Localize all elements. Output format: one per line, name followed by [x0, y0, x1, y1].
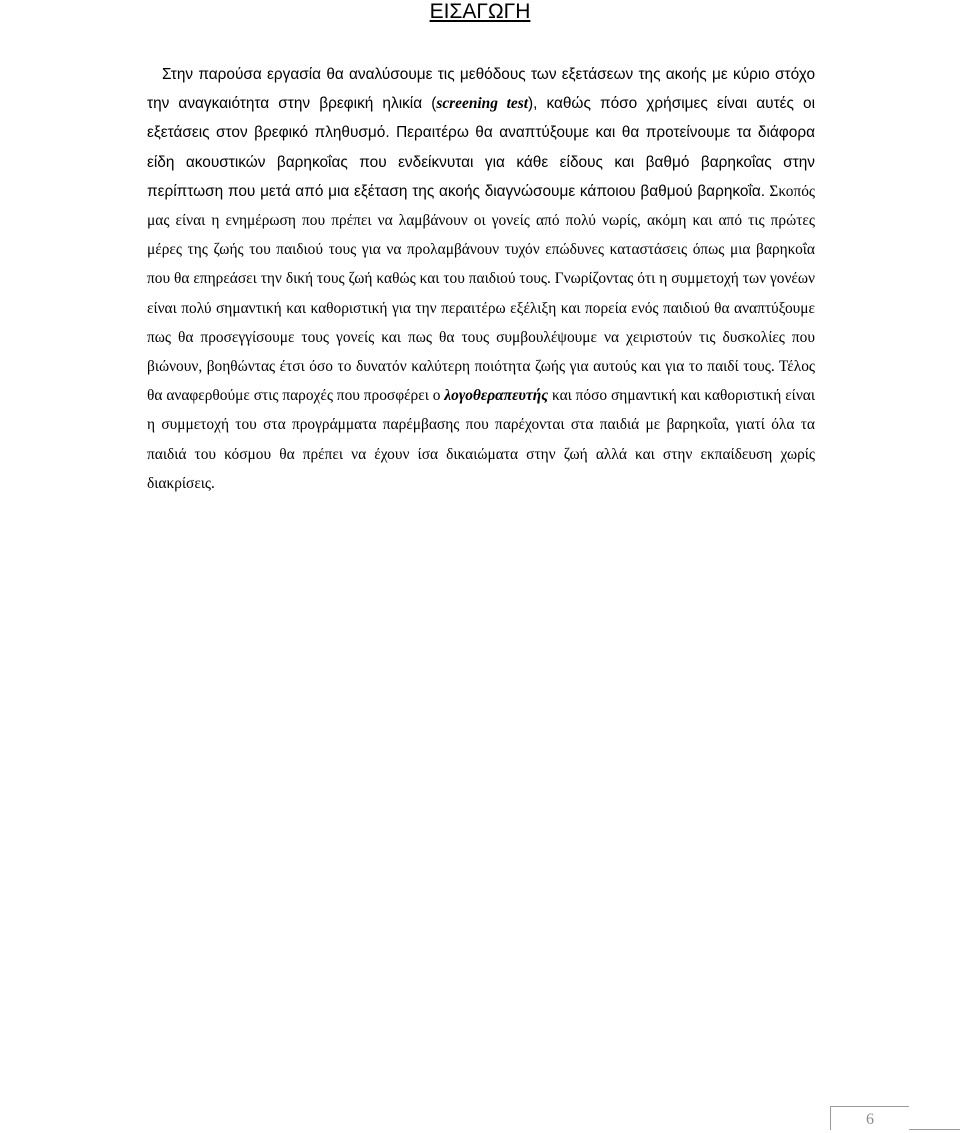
paragraph-emphasis-screening-test: screening test [436, 95, 528, 113]
paragraph-emphasis-speech-therapist: λογοθεραπευτής [444, 387, 549, 405]
introduction-paragraph [147, 60, 815, 498]
page-number: 6 [830, 1106, 909, 1130]
paragraph-segment-1: Στην παρούσα εργασία θα αναλύσουμε τις μεθόδους των εξετάσεων της ακοής με κύριο στόχο την αναγκαιότητα στην βρεφική ηλικία ( [147, 66, 815, 113]
paragraph-segment-2: ), καθώς πόσο χρήσιμες είναι αυτές οι εξετάσεις στον βρεφικό πληθυσμό. Περαιτέρω θα αναπτύξουμε και θα προτείνουμε τα διάφορα είδη ακουστικών βαρηκοΐας που ενδείκνυται για κάθε είδους και βαθμό βαρηκοΐας στην περίπτωση που μετά από μια εξέταση της ακοής διαγνώσουμε κάποιου βαθμού βαρηκοΐα. [147, 95, 815, 200]
paragraph-segment-4: και πόσο σημαντική και καθοριστική είναι η συμμετοχή του στα προγράμματα παρέμβασης που παρέχονται στα παιδιά με βαρηκοΐα, γιατί όλα τα παιδιά του κόσμου θα πρέπει να έχουν ίσα δικαιώματα στην ζωή αλλά και στην εκπαίδευση χωρίς διακρίσεις. [147, 387, 815, 492]
paragraph-segment-3: Σκοπός μας είναι η ενημέρωση που πρέπει να λαμβάνουν οι γονείς από πολύ νωρίς, ακόμη και από τις πρώτες μέρες της ζωής του παιδιού τους για να προλαμβάνουν τυχόν επώδυνες καταστάσεις όπως μια βαρηκοΐα που θα επηρεάσει την δική τους ζωή καθώς και του παιδιού τους. Γνωρίζοντας ότι η συμμετοχή των γονέων είναι πολύ σημαντική και καθοριστική για την περαιτέρω εξέλιξη και πορεία ενός παιδιού θα αναπτύξουμε πως θα προσεγγίσουμε τους γονείς και πως θα τους συμβουλέψουμε να χειριστούν τις δυσκολίες που βιώνουν, βοηθώντας έτσι όσο το δυνατόν καλύτερη ποιότητα ζωής για αυτούς και για το παιδί τους. Τέλος θα αναφερθούμε στις παροχές που προσφέρει ο [147, 182, 816, 405]
page-title: ΕΙΣΑΓΩΓΗ [429, 0, 531, 23]
